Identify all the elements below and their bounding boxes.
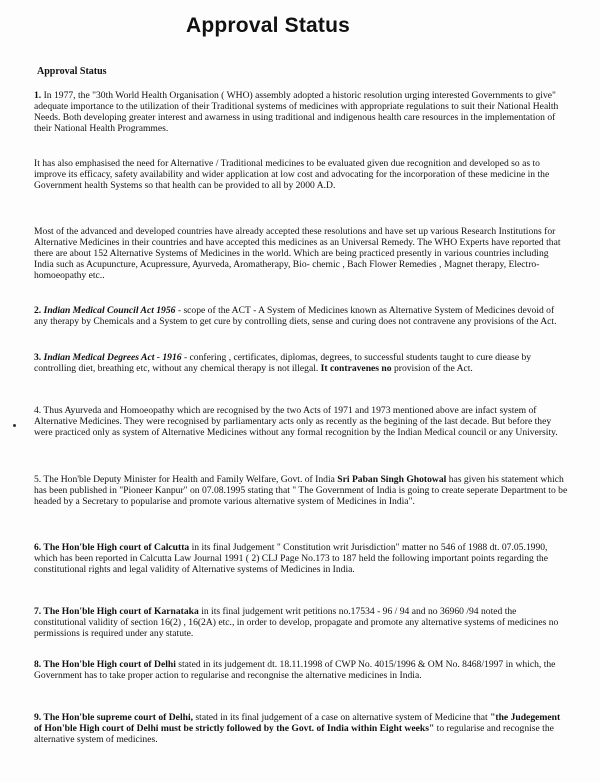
minister-name: Sri Paban Singh Ghotowal xyxy=(337,474,447,485)
paragraph-text: In 1977, the "30th World Health Organisation ( WHO) assembly adopted a historic resolution urging interested Governments to give" adequate importance to the utilization of their Traditional systems of medicines with appropriate regulations to suit their National Health Needs. Both developing greater interest and awarness in using traditional and indigenous health care resources in the implementation of their National Health Programmes. xyxy=(34,90,559,135)
paragraph-3: Most of the advanced and developed countries have already accepted these resolutions and have set up various Research Institutions for Alternative Medicines in their countries and have accepted this medicines as an Universal Remedy. The WHO Experts have reported that there are about 152 Alternative Systems of Medicines in the world. Which are being practiced presently in various countries including India such as Acupuncture, Acupressure, Ayurveda, Aromatherapy, Bio- chemic , Bach Flower Remedies , Magnet therapy, Electro- homoeopathy etc.. xyxy=(34,226,561,282)
paragraph-calcutta-high-court xyxy=(34,542,569,575)
court-name: 8. The Hon'ble High court of Delhi xyxy=(34,659,176,670)
court-name: 6. The Hon'ble High court of Calcutta xyxy=(34,542,190,553)
judgement-quote: "the Judegement of Hon'ble High court of Delhi must be strictly followed by the Govt. of India within Eight weeks" xyxy=(34,712,561,735)
paragraph-text: - scope of the ACT - A System of Medicines known as Alternative System of Medicines devoid of any therapy by Chemicals and a System to get cure by controlling diets, sense and curing does not contravene any provisions of the Act. xyxy=(34,305,557,328)
bold-phrase: It contravenes no xyxy=(320,363,392,375)
court-name: 9. The Hon'ble supreme court of Delhi, xyxy=(34,712,194,723)
paragraph-text: in its final judgement writ petitions no.17534 - 96 / 94 and no 36960 /94 noted the constitutional validity of section 16(2) , 16(2A) etc., in order to develop, propagate and promote any alternative systems of medicines no permissions is required under any statute. xyxy=(34,606,559,640)
paragraph-text: - confering , certificates, diplomas, degrees, to successful students taught to cure diease by controlling diet, breathing etc, without any chemical therapy is not illegal. xyxy=(34,352,532,375)
paragraph-number: 2. xyxy=(34,305,42,316)
page-title: Approval Status xyxy=(186,14,351,37)
paragraph-4: 4. Thus Ayurveda and Homoeopathy which are recognised by the two Acts of 1971 and 1973 mentioned above are infact system of Alternative Medicines. They were recognised by parliamentary acts only as recently as the begining of the last decade. But before they were practiced only as system of Alternative Medicines without any formal recognition by the Indian Medical council or any University. xyxy=(34,405,558,439)
paragraph-5 xyxy=(34,474,569,507)
paragraph-text: stated in its final judgement of a case on alternative system of Medicine that xyxy=(193,712,491,723)
paragraph-tail: to regularise and recognise the alternative system of medicines. xyxy=(34,723,554,746)
paragraph-1 xyxy=(34,90,569,134)
paragraph-karnataka-high-court xyxy=(34,606,569,639)
paragraph-text: in its final Judgement " Constitution writ Jurisdiction" matter no 546 of 1988 dt. 07.05.1990, which has been reported in Calcutta Law Journal 1991 ( 2) CLJ Page No.173 to 187 held the following important points regarding the constitutional rights and legal validity of Alternative systems of Medicines in India. xyxy=(34,542,548,576)
section-heading: Approval Status xyxy=(37,66,107,77)
paragraph-number: 3. xyxy=(34,352,42,363)
margin-mark xyxy=(13,424,16,427)
court-name: 7. The Hon'ble High court of Karnataka xyxy=(34,606,199,617)
paragraph-indian-medical-council-act xyxy=(34,305,569,327)
paragraph-text: stated in its judgement dt. 18.11.1998 of CWP No. 4015/1996 & OM No. 8468/1997 in which, the Government has to take proper action to regularise and recongnise the alternative medicines in India. xyxy=(34,659,556,682)
act-title: Indian Medical Council Act 1956 xyxy=(43,305,176,316)
paragraph-supreme-court xyxy=(34,712,569,745)
paragraph-number: 1. xyxy=(34,90,42,101)
paragraph-text: 5. The Hon'ble Deputy Minister for Health and Family Welfare, Govt. of India xyxy=(34,474,338,485)
paragraph-tail: provision of the Act. xyxy=(391,363,473,375)
paragraph-text-cont: has given his statement which has been published in "Pioneer Kanpur" on 07.08.1995 stating that " The Government of India is going to create seperate Department to be headed by a Secretary to popularise and promote various alternative system of Medicines in India". xyxy=(34,474,568,508)
paragraph-indian-medical-degrees-act xyxy=(34,352,569,374)
paragraph-delhi-high-court xyxy=(34,659,569,681)
act-title: Indian Medical Degrees Act - 1916 xyxy=(43,352,182,363)
paragraph-2: It has also emphasised the need for Alternative / Traditional medicines to be evaluated given due recognition and developed so as to improve its efficacy, safety availability and wider application at low cost and advocating for the incorporation of these medicine in the Government health Systems so that health can be provided to all by 2000 A.D. xyxy=(34,158,550,192)
